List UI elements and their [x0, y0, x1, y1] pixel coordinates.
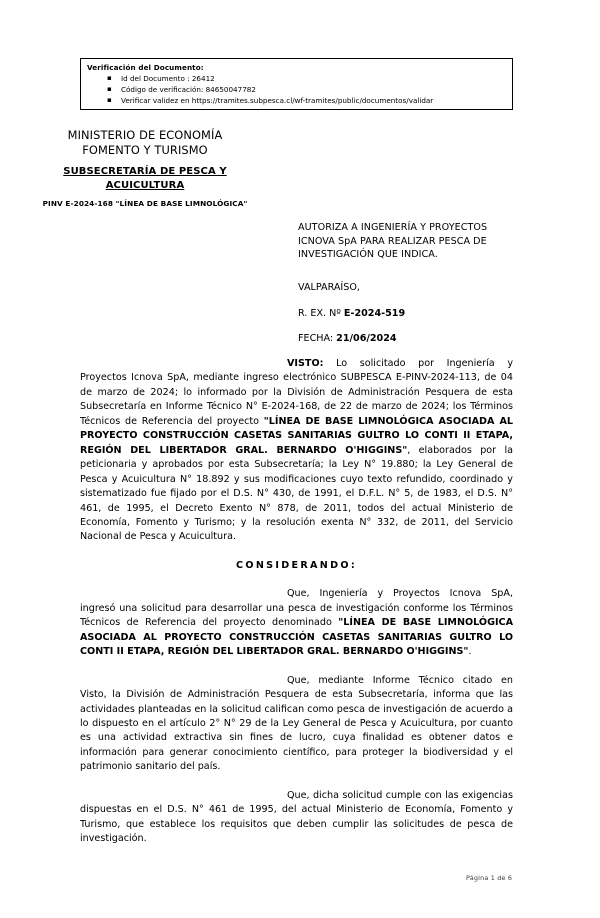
document-body	[80, 357, 513, 861]
date-label: FECHA:	[298, 333, 337, 345]
verification-list	[87, 73, 512, 106]
subsecretaria-title: SUBSECRETARÍA DE PESCA Y ACUICULTURA	[63, 166, 227, 191]
visto-text-part1: Lo solicitado por Ingeniería y Proyectos Icnova SpA, mediante ingreso electrónico SUBPESCA E-PINV-2024-113, de 04 de marzo de 2024; lo informado por la División de Administración Pesquera de esta Subsecretaría en Informe Técnico N° E-2024-168, de 22 de marzo de 2024; los Términos Técnicos de Referencia del proyecto	[80, 358, 513, 427]
paragraph-considerando-2	[80, 674, 513, 775]
resolution-subject: AUTORIZA A INGENIERÍA Y PROYECTOS ICNOVA SpA PARA REALIZAR PESCA DE INVESTIGACIÓN QUE INDICA.	[298, 222, 488, 261]
paragraph-considerando-3	[80, 789, 513, 847]
cons1-end: .	[468, 646, 472, 658]
cons2-lead-text: Que, mediante Informe Técnico citado	[287, 674, 493, 686]
cons1-lead-text: Que, Ingeniería y Proyectos Icnova	[287, 588, 482, 600]
cons1-project-name: "LÍNEA DE BASE LIMNOLÓGICA ASOCIADA AL PROYECTO CONSTRUCCIÓN CASETAS SANITARIAS GULTRO LO CONTI II ETAPA, REGIÓN DEL LIBERTADOR GRAL. BERNARDO O'HIGGINS"	[80, 617, 513, 658]
cons3-body-text: exigencias dispuestas en el D.S. N° 461 de 1995, del actual Ministerio de Economía, Fomento y Turismo, que establece los requisitos que deben cumplir las solicitudes de pesca de investigación.	[80, 789, 513, 845]
date-value: 21/06/2024	[336, 333, 397, 345]
verification-item-code: ▪ Código de verificación: 84650047782	[87, 84, 512, 95]
ministry-line-1: MINISTERIO DE ECONOMÍA	[67, 128, 223, 142]
verification-item-validate-url: ▪ Verificar validez en https://tramites.subpesca.cl/wf-tramites/public/documentos/validar	[87, 95, 512, 106]
paragraph-visto	[80, 357, 513, 545]
date-line	[298, 332, 513, 346]
cons2-body-text: en Visto, la División de Administración Pesquera de esta Subsecretaría, informa que las actividades planteadas en la solicitud califican como pesca de investigación de acuerdo a lo dispuesto en el artículo 2° N° 29 de la Ley General de Pesca y Acuicultura, por cuanto es una actividad extractiva sin fines de lucro, cuya finalidad es obtener datos e información para generar conocimiento científico, para proteger la biodiversidad y el patrimonio sanitario del país.	[80, 674, 513, 773]
visto-project-name: "LÍNEA DE BASE LIMNOLÓGICA ASOCIADA AL PROYECTO CONSTRUCCIÓN CASETAS SANITARIAS GULTRO LO CONTI II ETAPA, REGIÓN DEL LIBERTADOR GRAL. BERNARDO O'HIGGINS"	[80, 415, 514, 456]
resolution-number-line	[298, 307, 513, 321]
city-line: VALPARAÍSO,	[298, 282, 360, 293]
project-code-label: PINV E-2024-168 "LÍNEA DE BASE LIMNOLÓGICA"	[42, 199, 248, 208]
page-number-footer: Página 1 de 6	[466, 874, 513, 882]
visto-text-part2: , elaborados por la peticionaria y aprobados por esta Subsecretaría; la Ley N° 19.880; la Ley General de Pesca y Acuicultura N° 18.892 y sus modificaciones cuyo texto refundido, coordinado y sistematizado fue fijado por el D.S. N° 430, de 1991, el D.F.L. N° 5, de 1983, el D.S. N° 461, de 1995, el Decreto Exento N° 878, de 2011, todos del actual Ministerio de Economía, Fomento y Turismo; y la resolución exenta N° 332, de 2011, del Servicio Nacional de Pesca y Acuicultura.	[80, 444, 513, 543]
ministry-line-2: FOMENTO Y TURISMO	[82, 143, 208, 157]
cons3-lead-text: Que, dicha solicitud cumple con las	[287, 789, 459, 801]
visto-label: VISTO:	[287, 358, 324, 369]
resolution-number-value: E-2024-519	[343, 307, 406, 319]
resolution-meta	[298, 281, 513, 346]
resolution-number-label: R. EX. Nº	[298, 307, 344, 319]
cons1-body-text: SpA, ingresó una solicitud para desarrollar una pesca de investigación conforme los Términos Técnicos de Referencia del proyecto denominado	[80, 588, 513, 629]
verification-item-document-id: ▪ Id del Documento : 26412	[87, 73, 512, 84]
considerando-heading: CONSIDERANDO:	[236, 559, 357, 571]
verification-title: Verificación del Documento:	[87, 63, 204, 72]
letterhead	[26, 128, 264, 209]
paragraph-considerando-1	[80, 587, 513, 659]
document-verification-box	[80, 58, 513, 110]
